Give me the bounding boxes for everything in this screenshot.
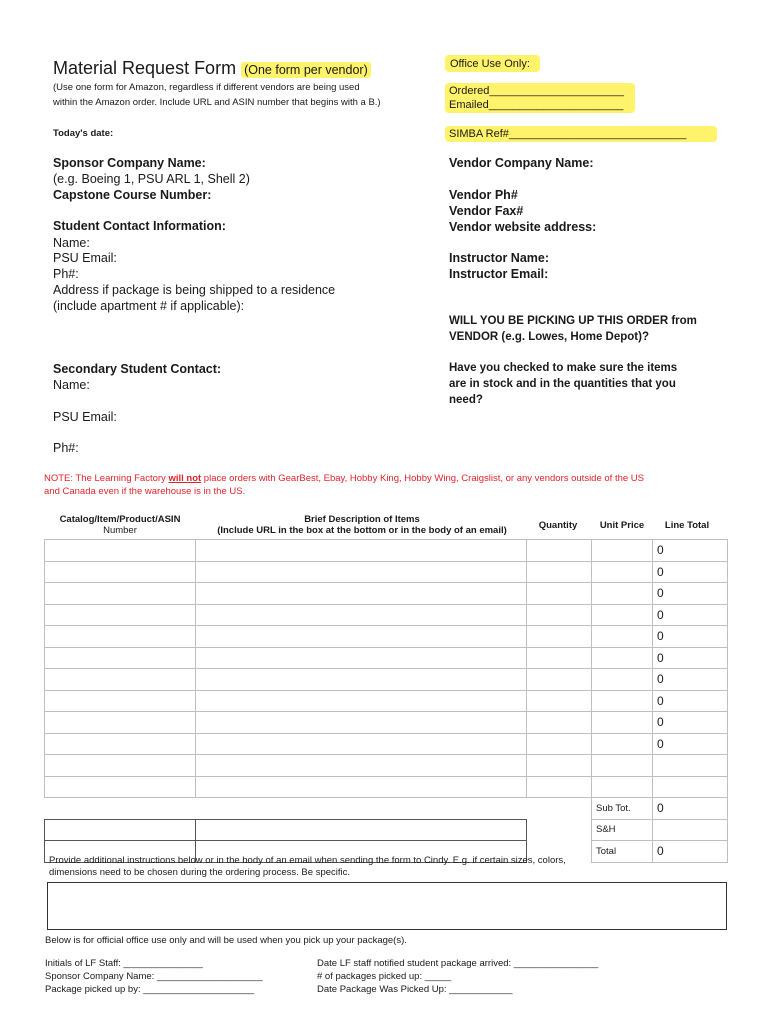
col-header-line-total: Line Total: [664, 520, 710, 531]
subtotal-value[interactable]: 0: [653, 798, 728, 820]
office-use-title: Office Use Only:: [450, 58, 530, 70]
stock-question-3: need?: [449, 394, 483, 406]
vendor-note: [44, 473, 644, 484]
table-cell[interactable]: [592, 583, 653, 605]
table-cell[interactable]: [196, 755, 527, 777]
shipping-row-cell[interactable]: [196, 819, 527, 841]
table-cell[interactable]: [527, 776, 592, 798]
table-cell[interactable]: 0: [653, 626, 728, 648]
instructor-name-label: Instructor Name:: [449, 251, 550, 265]
office-ordered-emailed-box: [445, 83, 635, 113]
col-header-catalog-line1: Catalog/Item/Product/ASIN: [59, 514, 181, 525]
table-cell[interactable]: [527, 626, 592, 648]
table-cell[interactable]: [45, 604, 196, 626]
col-header-quantity: Quantity: [538, 520, 578, 531]
shipping-row-cell[interactable]: [45, 819, 196, 841]
col-header-description-line2: (Include URL in the box at the bottom or in the body of an email): [217, 525, 507, 536]
table-row: [45, 755, 728, 777]
secondary-contact-label: Secondary Student Contact:: [53, 362, 222, 376]
table-cell[interactable]: [592, 690, 653, 712]
table-cell[interactable]: [196, 669, 527, 691]
table-row: [45, 647, 728, 669]
form-title-text: Material Request Form: [53, 58, 237, 78]
office-use-box: [445, 55, 540, 72]
col-header-description: [196, 514, 528, 536]
table-cell[interactable]: [196, 647, 527, 669]
table-cell[interactable]: [45, 626, 196, 648]
table-cell[interactable]: [45, 690, 196, 712]
table-row: [45, 626, 728, 648]
vendor-note-emphasis: will not: [168, 473, 202, 484]
table-row: [45, 690, 728, 712]
lf-staff-initials: Initials of LF Staff: _______________: [45, 958, 203, 969]
vendor-note-suffix: place orders with GearBest, Ebay, Hobby King, Hobby Wing, Craigslist, or any vendors outside of the US: [201, 473, 644, 484]
subtotal-label: Sub Tot.: [592, 798, 653, 820]
vendor-phone-label: Vendor Ph#: [449, 188, 518, 202]
instructor-email-label: Instructor Email:: [449, 267, 549, 281]
footer-sponsor-name: Sponsor Company Name: ____________________: [45, 971, 263, 982]
col-header-catalog-line2: Number: [103, 525, 137, 536]
address-label-1: Address if package is being shipped to a residence: [53, 283, 336, 297]
table-cell[interactable]: [592, 733, 653, 755]
secondary-name-label: Name:: [53, 378, 90, 392]
vendor-website-label: Vendor website address:: [449, 220, 597, 234]
total-label: Total: [592, 841, 653, 863]
additional-instructions-box[interactable]: [47, 882, 727, 930]
student-name-label: Name:: [53, 236, 90, 250]
table-cell[interactable]: 0: [653, 604, 728, 626]
table-cell[interactable]: [527, 669, 592, 691]
secondary-phone-label: Ph#:: [53, 441, 79, 455]
table-row: [45, 561, 728, 583]
table-cell[interactable]: [527, 755, 592, 777]
table-cell[interactable]: 0: [653, 669, 728, 691]
table-cell[interactable]: 0: [653, 540, 728, 562]
table-cell[interactable]: [527, 712, 592, 734]
official-use-note: Below is for official office use only and will be used when you pick up your package(s).: [45, 935, 407, 946]
table-cell[interactable]: [196, 583, 527, 605]
stock-question-1: Have you checked to make sure the items: [449, 362, 678, 374]
table-cell[interactable]: [45, 647, 196, 669]
table-cell[interactable]: [527, 583, 592, 605]
table-cell[interactable]: [592, 604, 653, 626]
table-cell[interactable]: [196, 712, 527, 734]
table-cell[interactable]: [653, 776, 728, 798]
date-notified: Date LF staff notified student package arrived: ________________: [317, 958, 599, 969]
todays-date-label: Today's date:: [53, 128, 114, 139]
table-row: [45, 604, 728, 626]
table-cell[interactable]: [592, 669, 653, 691]
table-cell[interactable]: [45, 669, 196, 691]
form-title: [53, 58, 371, 79]
table-cell[interactable]: 0: [653, 583, 728, 605]
student-phone-label: Ph#:: [53, 267, 79, 281]
pickup-question-1: WILL YOU BE PICKING UP THIS ORDER from: [449, 315, 697, 327]
table-cell[interactable]: [45, 540, 196, 562]
instructions-line-2: dimensions need to be chosen during the ordering process. Be specific.: [49, 867, 351, 878]
pickup-question-2: VENDOR (e.g. Lowes, Home Depot)?: [449, 331, 649, 343]
table-cell[interactable]: 0: [653, 712, 728, 734]
sponsor-company-label: Sponsor Company Name:: [53, 156, 206, 170]
table-cell[interactable]: [45, 712, 196, 734]
shipping-value[interactable]: [653, 819, 728, 841]
table-row: [45, 733, 728, 755]
table-cell[interactable]: [653, 755, 728, 777]
packages-picked-up: # of packages picked up: _____: [317, 971, 452, 982]
table-cell[interactable]: [196, 690, 527, 712]
student-contact-label: Student Contact Information:: [53, 219, 226, 233]
table-cell[interactable]: 0: [653, 647, 728, 669]
address-label-2: (include apartment # if applicable):: [53, 299, 245, 313]
col-header-catalog: [44, 514, 196, 536]
table-cell[interactable]: [527, 733, 592, 755]
simba-ref-box: [445, 126, 717, 142]
stock-question-2: are in stock and in the quantities that you: [449, 378, 676, 390]
table-cell[interactable]: [196, 776, 527, 798]
table-cell[interactable]: [45, 583, 196, 605]
table-cell[interactable]: [592, 540, 653, 562]
table-cell[interactable]: [527, 540, 592, 562]
table-cell[interactable]: [196, 626, 527, 648]
table-cell[interactable]: 0: [653, 561, 728, 583]
shipping-row: [45, 819, 728, 841]
instruction-line-2: within the Amazon order. Include URL and ASIN number that begins with a B.): [53, 97, 381, 108]
instructions-line-1: Provide additional instructions below or in the body of an email when sending the form to Cindy. E.g. if certain sizes, colors,: [49, 855, 566, 866]
table-cell[interactable]: [592, 561, 653, 583]
table-cell[interactable]: [45, 733, 196, 755]
table-cell[interactable]: [196, 733, 527, 755]
table-cell[interactable]: [592, 626, 653, 648]
table-cell[interactable]: [527, 561, 592, 583]
vendor-note-prefix: NOTE: The Learning Factory: [44, 473, 169, 484]
vendor-company-label: Vendor Company Name:: [449, 156, 594, 170]
table-row: [45, 583, 728, 605]
table-cell[interactable]: [196, 540, 527, 562]
secondary-email-label: PSU Email:: [53, 410, 117, 424]
table-cell[interactable]: [592, 712, 653, 734]
table-row: [45, 669, 728, 691]
table-cell[interactable]: 0: [653, 690, 728, 712]
col-header-description-line1: Brief Description of Items: [304, 514, 420, 525]
table-cell[interactable]: [527, 604, 592, 626]
instruction-line-1: (Use one form for Amazon, regardless if different vendors are being used: [53, 82, 360, 93]
table-cell[interactable]: [196, 604, 527, 626]
vendor-note-line-2: and Canada even if the warehouse is in the US.: [44, 486, 246, 497]
shipping-label: S&H: [592, 819, 653, 841]
table-cell[interactable]: [592, 647, 653, 669]
table-cell[interactable]: [592, 755, 653, 777]
table-cell[interactable]: [527, 690, 592, 712]
student-email-label: PSU Email:: [53, 251, 117, 265]
table-cell[interactable]: [196, 561, 527, 583]
table-row: [45, 540, 728, 562]
table-cell[interactable]: [527, 647, 592, 669]
table-cell[interactable]: [45, 561, 196, 583]
col-header-unit-price: Unit Price: [599, 520, 645, 531]
capstone-course-label: Capstone Course Number:: [53, 188, 212, 202]
emailed-field[interactable]: Emailed______________________: [449, 99, 624, 111]
ordered-field[interactable]: Ordered______________________: [449, 85, 624, 97]
table-cell[interactable]: 0: [653, 733, 728, 755]
date-picked-up: Date Package Was Picked Up: ____________: [317, 984, 513, 995]
picked-up-by: Package picked up by: _____________________: [45, 984, 255, 995]
sponsor-example: (e.g. Boeing 1, PSU ARL 1, Shell 2): [53, 172, 250, 186]
vendor-fax-label: Vendor Fax#: [449, 204, 524, 218]
simba-ref-field[interactable]: SIMBA Ref#_____________________________: [449, 128, 687, 140]
table-row: [45, 712, 728, 734]
table-cell[interactable]: [45, 776, 196, 798]
items-table: [44, 539, 728, 863]
total-value[interactable]: 0: [653, 841, 728, 863]
table-cell[interactable]: [592, 776, 653, 798]
table-cell[interactable]: [45, 755, 196, 777]
subtotal-row: [45, 798, 728, 820]
table-row: [45, 776, 728, 798]
form-title-note: (One form per vendor): [241, 62, 371, 78]
